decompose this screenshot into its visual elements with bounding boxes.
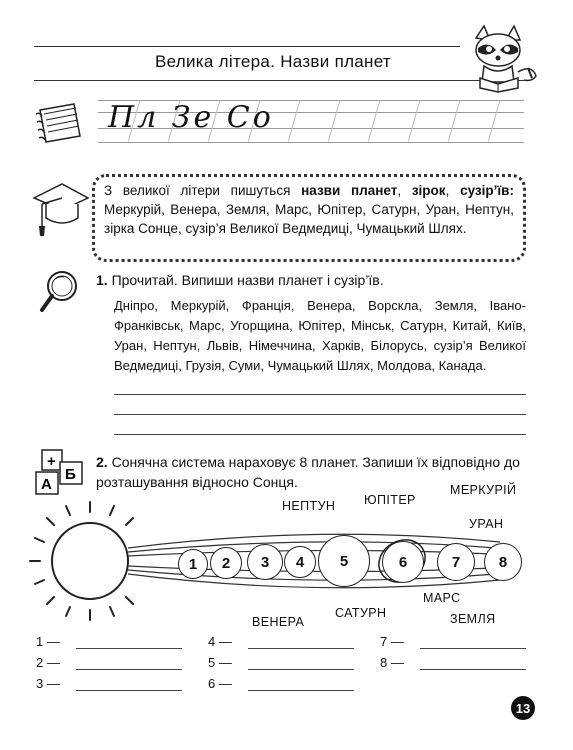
task1-title: Прочитай. Випиши назви планет і сузір’їв.: [111, 272, 384, 288]
magnifier-icon: [36, 268, 86, 318]
answer-label-6: 6 —: [208, 676, 232, 691]
copybook-rule: [98, 142, 524, 143]
answer-line-6[interactable]: [248, 690, 354, 691]
task1-heading: [96, 272, 384, 288]
answer-line-2[interactable]: [76, 669, 182, 670]
answer-line-5[interactable]: [248, 669, 354, 670]
notebook-icon: [34, 100, 84, 146]
answer-label-4: 4 —: [208, 634, 232, 649]
planet-8: 8: [484, 543, 522, 581]
writing-line: [114, 414, 526, 415]
writing-line: [114, 434, 526, 435]
rule-sep: ,: [397, 183, 412, 198]
label-saturn: САТУРН: [335, 606, 387, 620]
answer-label-2: 2 —: [36, 655, 60, 670]
answer-label-1: 1 —: [36, 634, 60, 649]
rule-sep: ,: [445, 183, 461, 198]
block-letter: +: [47, 453, 56, 470]
answer-line-7[interactable]: [420, 648, 526, 649]
block-letter: А: [41, 476, 52, 493]
page-title: Велика літера. Назви планет: [154, 52, 392, 71]
planet-4: 4: [284, 546, 316, 578]
rule-lead: З великої літери пишуться: [104, 183, 302, 198]
answer-label-8: 8 —: [380, 655, 404, 670]
page-number: 13: [511, 696, 535, 720]
label-mars: МАРС: [423, 591, 461, 605]
graduation-cap-icon: [30, 176, 90, 240]
label-uranus: УРАН: [469, 517, 504, 531]
rule-rest: Меркурій, Венера, Земля, Марс, Юпітер, Сатурн, Уран, Нептун, зірка Сонце, сузір’я Великої Ведмедиці, Чумацький Шлях.: [104, 202, 514, 236]
answer-label-7: 7 —: [380, 634, 404, 649]
rule-text: [104, 181, 514, 238]
answer-line-3[interactable]: [76, 690, 182, 691]
planet-5: 5: [318, 535, 370, 587]
answer-line-4[interactable]: [248, 648, 354, 649]
header-bottom-rule: [34, 80, 524, 81]
task1-text: Дніпро, Меркурій, Франція, Венера, Ворскла, Земля, Івано-Франківськ, Марс, Угорщина, Юпітер, Мінськ, Сатурн, Китай, Київ, Уран, Нептун, Львів, Німеччина, Харків, Білорусь, сузір’я Великої Ведмедиці, Грузія, Суми, Чумацький Шлях, Молдова, Канада.: [114, 298, 526, 373]
task1-number: 1.: [96, 272, 108, 288]
rule-bold-planets: назви планет: [301, 183, 398, 198]
task2-number: 2.: [96, 454, 108, 470]
block-letter: Б: [65, 466, 76, 483]
writing-line: [114, 394, 526, 395]
rule-bold-stars: зірок: [411, 183, 446, 198]
sun: [52, 523, 128, 599]
task2-title: Сонячна система нараховує 8 планет. Запиши їх відповідно до розташування відносно Сонця.: [96, 454, 520, 490]
label-neptune: НЕПТУН: [282, 499, 336, 513]
raccoon-reading-icon: [462, 24, 542, 94]
answer-label-3: 3 —: [36, 676, 60, 691]
label-mercury: МЕРКУРІЙ: [450, 483, 517, 497]
label-jupiter: ЮПІТЕР: [364, 493, 416, 507]
rule-bold-constellations: сузір’їв: [460, 183, 510, 198]
rule-colon: :: [509, 183, 514, 198]
answer-label-5: 5 —: [208, 655, 232, 670]
planet-2: 2: [210, 547, 242, 579]
planet-1: 1: [178, 549, 208, 579]
label-earth: ЗЕМЛЯ: [450, 612, 496, 626]
answer-line-8[interactable]: [420, 669, 526, 670]
planet-3: 3: [247, 544, 283, 580]
answer-line-1[interactable]: [76, 648, 182, 649]
planet-7: 7: [437, 543, 475, 581]
label-venus: ВЕНЕРА: [252, 615, 305, 629]
header-top-rule: [34, 46, 460, 47]
letter-blocks-icon: [34, 448, 90, 498]
copybook-sample: Пл Зе Со: [108, 100, 274, 135]
planet-6: 6: [382, 541, 424, 583]
